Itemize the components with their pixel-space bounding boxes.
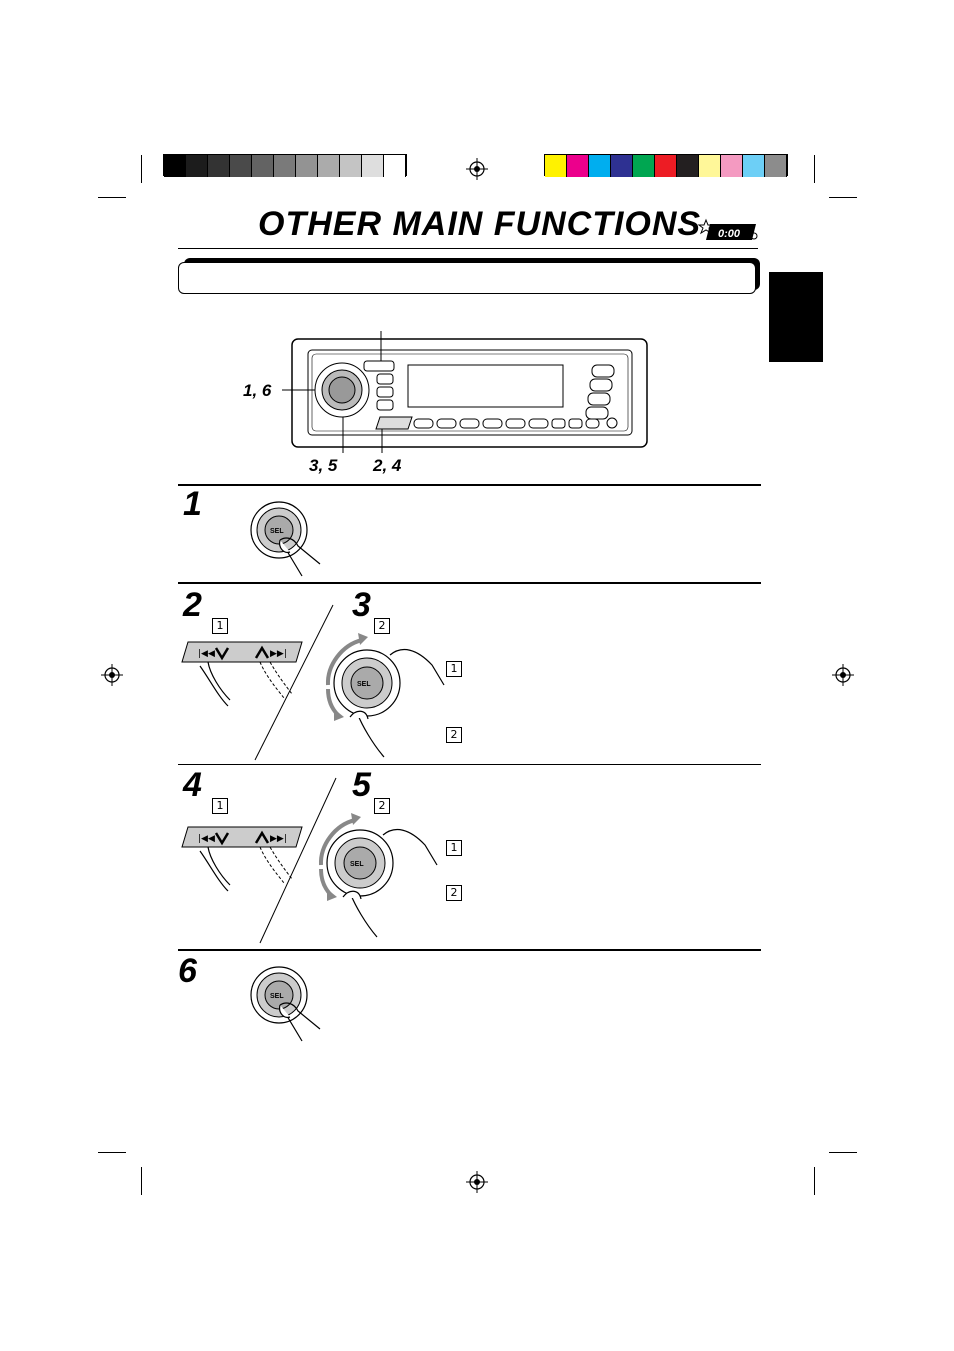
crop-mark [829, 197, 857, 198]
step-divider [178, 949, 761, 951]
calibration-swatch [252, 155, 274, 177]
calibration-swatch [633, 155, 655, 177]
sub-step-marker: 1 [212, 798, 228, 814]
crop-mark [814, 1167, 815, 1195]
sel-knob-turn-illustration [315, 805, 440, 945]
calibration-swatch [340, 155, 362, 177]
svg-text:SEL: SEL [357, 681, 371, 688]
svg-text:0:00: 0:00 [718, 228, 741, 240]
callout-2-4: 2, 4 [373, 456, 402, 475]
svg-text:|◀◀: |◀◀ [198, 649, 215, 659]
registration-target-icon [466, 1171, 488, 1193]
registration-target-icon [466, 158, 488, 180]
gray-calibration-bar [163, 154, 407, 176]
calibration-swatch [677, 155, 699, 177]
crop-mark [98, 197, 126, 198]
note-marker: 2 [446, 727, 462, 743]
color-calibration-bar [544, 154, 788, 176]
section-header-box [178, 262, 756, 294]
title-rule [178, 248, 758, 249]
crop-mark [829, 1152, 857, 1153]
calibration-swatch [362, 155, 384, 177]
calibration-swatch [655, 155, 677, 177]
page-title: OTHER MAIN FUNCTIONS [258, 205, 702, 243]
calibration-swatch [545, 155, 567, 177]
clock-icon [700, 218, 760, 242]
calibration-swatch [296, 155, 318, 177]
car-unit-illustration [290, 337, 650, 449]
calibration-swatch [589, 155, 611, 177]
sel-knob-press-illustration [250, 965, 330, 1050]
calibration-swatch [164, 155, 186, 177]
calibration-swatch [699, 155, 721, 177]
note-marker: 1 [446, 840, 462, 856]
calibration-swatch [765, 155, 787, 177]
sub-step-marker: 2 [374, 798, 390, 814]
registration-target-icon [101, 664, 123, 686]
crop-mark [814, 155, 815, 183]
step-number: 1 [183, 485, 202, 523]
calibration-swatch [186, 155, 208, 177]
step-number: 5 [352, 766, 371, 804]
calibration-swatch [230, 155, 252, 177]
svg-text:SEL: SEL [270, 528, 284, 535]
calibration-swatch [567, 155, 589, 177]
step-divider [178, 484, 761, 486]
sel-knob-press-illustration [250, 500, 330, 585]
calibration-swatch [274, 155, 296, 177]
svg-text:SEL: SEL [270, 993, 284, 1000]
step-number: 2 [183, 586, 202, 624]
svg-text:▶▶|: ▶▶| [270, 834, 287, 844]
step-number: 4 [183, 766, 202, 804]
crop-mark [141, 1167, 142, 1195]
svg-text:▶▶|: ▶▶| [270, 649, 287, 659]
note-marker: 1 [446, 661, 462, 677]
callout-3-5: 3, 5 [309, 456, 338, 475]
sub-step-marker: 1 [212, 618, 228, 634]
calibration-swatch [611, 155, 633, 177]
step-number: 3 [352, 586, 371, 624]
sel-knob-turn-illustration [322, 625, 447, 765]
step-divider [178, 764, 761, 765]
crop-mark [141, 155, 142, 183]
registration-target-icon [832, 664, 854, 686]
svg-text:|◀◀: |◀◀ [198, 834, 215, 844]
calibration-swatch [384, 155, 406, 177]
calibration-swatch [318, 155, 340, 177]
svg-text:SEL: SEL [350, 861, 364, 868]
sub-step-marker: 2 [374, 618, 390, 634]
callout-1-6: 1, 6 [243, 381, 272, 400]
crop-mark [98, 1152, 126, 1153]
calibration-swatch [208, 155, 230, 177]
note-marker: 2 [446, 885, 462, 901]
step-number: 6 [178, 952, 197, 990]
calibration-swatch [743, 155, 765, 177]
language-side-tab [769, 272, 823, 362]
calibration-swatch [721, 155, 743, 177]
